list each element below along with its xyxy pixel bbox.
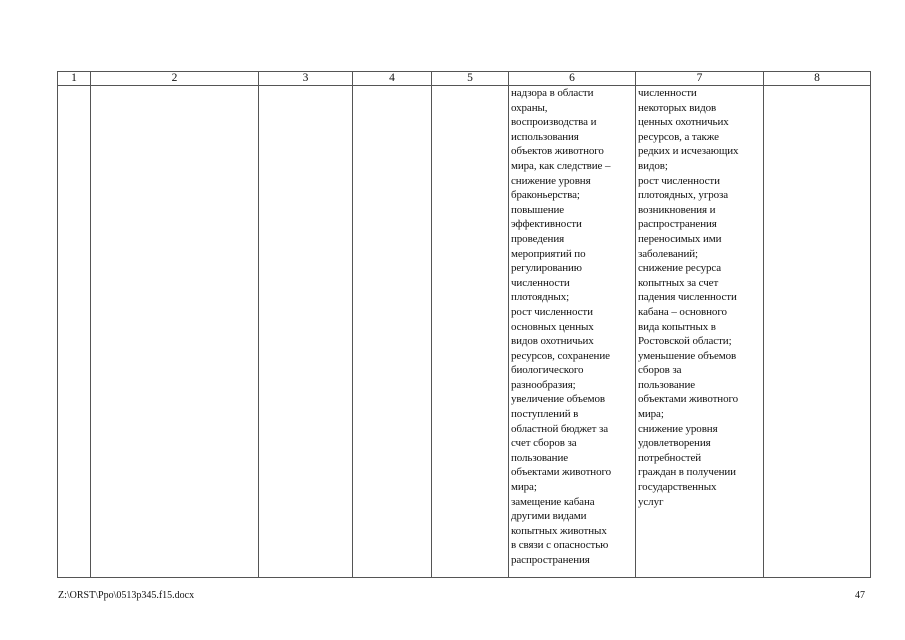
column-7-text-line: пользование <box>638 378 696 391</box>
column-6-text-line: замещение кабана <box>511 495 595 508</box>
cell-col-1 <box>58 86 91 578</box>
column-7-text-line: потребностей <box>638 451 702 464</box>
cell-col-3 <box>259 86 353 578</box>
column-6-text-line: рост численности <box>511 305 593 318</box>
column-7-text-line: вида копытных в <box>638 320 716 333</box>
cell-col-2 <box>91 86 259 578</box>
header-row <box>58 72 871 86</box>
column-header-2: 2 <box>91 72 259 86</box>
column-7-text-line: переносимых ими <box>638 232 722 245</box>
column-7-text-line: объектами животного <box>638 393 739 406</box>
column-7-text-line: распространения <box>638 218 717 231</box>
column-6-text-line: увеличение объемов <box>511 393 605 406</box>
column-6-text-line: снижение уровня <box>511 174 591 187</box>
column-7-text-line: мира; <box>638 408 664 421</box>
column-header-8: 8 <box>764 72 871 86</box>
column-7-text-line: снижение ресурса <box>638 262 722 275</box>
cell-col-7 <box>636 86 764 578</box>
column-6-text-line: проведения <box>511 232 565 245</box>
column-7-text-line: заболеваний; <box>638 247 698 260</box>
page-number: 47 <box>855 590 865 601</box>
column-6-text-line: регулированию <box>511 262 582 275</box>
column-6-text-line: мира; <box>511 481 537 494</box>
column-7-text-line: видов; <box>638 159 668 172</box>
column-6-text-line: воспроизводства и <box>511 116 597 129</box>
column-7-text-line: кабана – основного <box>638 305 727 318</box>
column-7-text-line: государственных <box>638 481 717 494</box>
column-6-text-line: распространения <box>511 554 590 566</box>
column-7-text-line: уменьшение объемов <box>638 349 737 362</box>
column-6-text-line: в связи с опасностью <box>511 539 609 552</box>
column-6-text-line: численности <box>511 276 570 289</box>
column-7-text-line: удовлетворения <box>638 437 711 450</box>
column-7-text-line: ресурсов, а также <box>638 130 719 143</box>
cell-col-4 <box>353 86 432 578</box>
column-header-1: 1 <box>58 72 91 86</box>
column-6-text-line: объектами животного <box>511 466 612 479</box>
column-7-text-line: падения численности <box>638 291 737 304</box>
column-header-5: 5 <box>432 72 509 86</box>
footer-file-path: Z:\ORST\Ppo\0513p345.f15.docx <box>58 590 195 601</box>
column-7-text-line: рост численности <box>638 174 720 187</box>
column-header-7: 7 <box>636 72 764 86</box>
column-6-text-line: разнообразия; <box>511 378 576 391</box>
column-7-text-line: возникновения и <box>638 203 716 216</box>
column-7-text-line: редких и исчезающих <box>638 145 739 158</box>
column-6-text-line: другими видами <box>511 510 587 523</box>
column-6-text <box>509 86 635 568</box>
column-6-text-line: мира, как следствие – <box>511 159 611 172</box>
column-7-text-line: снижение уровня <box>638 422 718 435</box>
cell-col-8 <box>764 86 871 578</box>
column-7-text-line: плотоядных, угроза <box>638 189 729 202</box>
column-6-text-line: использования <box>511 130 579 143</box>
column-7-text-line: граждан в получении <box>638 466 736 479</box>
column-7-text <box>636 86 763 509</box>
column-6-text-line: плотоядных; <box>511 291 570 304</box>
column-7-text-line: некоторых видов <box>638 101 717 114</box>
column-7-text-line: Ростовской области; <box>638 335 732 348</box>
column-6-text-line: видов охотничьих <box>511 335 594 348</box>
column-6-text-line: объектов животного <box>511 145 604 158</box>
table-row <box>58 86 871 578</box>
column-6-text-line: эффективности <box>511 218 582 231</box>
column-6-text-line: основных ценных <box>511 320 594 333</box>
cell-col-6 <box>509 86 636 578</box>
column-6-text-line: охраны, <box>511 101 548 114</box>
column-header-4: 4 <box>353 72 432 86</box>
column-6-text-line: биологического <box>511 364 584 377</box>
column-7-text-line: сборов за <box>638 364 682 377</box>
column-6-text-line: браконьерства; <box>511 189 580 202</box>
column-6-text-line: ресурсов, сохранение <box>511 349 610 362</box>
column-6-text-line: пользование <box>511 451 569 464</box>
column-6-text-line: счет сборов за <box>511 437 577 450</box>
column-7-text-line: численности <box>638 87 697 99</box>
column-header-6: 6 <box>509 72 636 86</box>
column-6-text-line: повышение <box>511 203 565 216</box>
column-7-text-line: ценных охотничьих <box>638 116 729 129</box>
column-6-text-line: надзора в области <box>511 87 594 99</box>
column-6-text-line: мероприятий по <box>511 247 586 260</box>
column-header-3: 3 <box>259 72 353 86</box>
cell-col-5 <box>432 86 509 578</box>
column-6-text-line: копытных животных <box>511 524 607 537</box>
document-table <box>57 71 871 578</box>
column-7-text-line: услуг <box>638 495 664 508</box>
column-6-text-line: областной бюджет за <box>511 422 608 435</box>
column-7-text-line: копытных за счет <box>638 276 719 289</box>
column-6-text-line: поступлений в <box>511 408 579 421</box>
